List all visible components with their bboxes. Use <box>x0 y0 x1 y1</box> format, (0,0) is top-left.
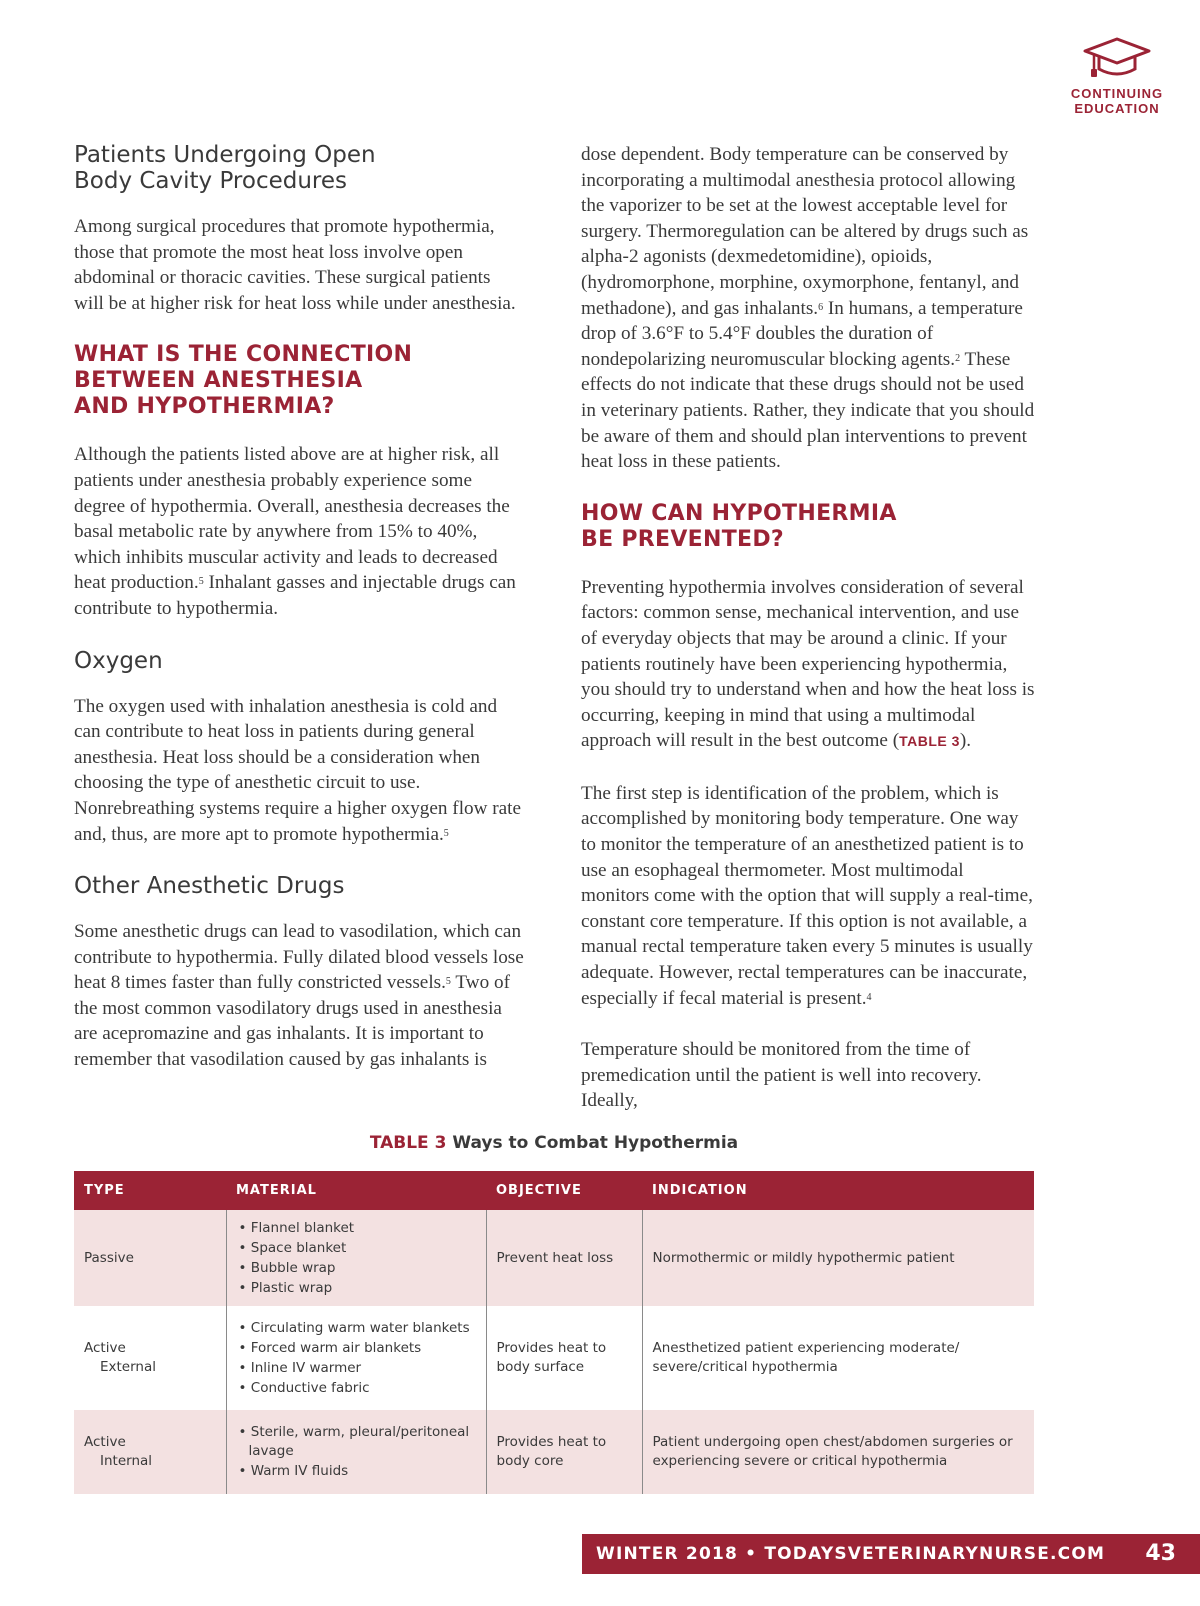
footer-issue-url: WINTER 2018 • TODAYSVETERINARYNURSE.COM <box>596 1544 1106 1564</box>
heading-connection-line-3: AND HYPOTHERMIA? <box>74 394 335 420</box>
table-row <box>74 1210 1034 1306</box>
type-label: Active <box>84 1340 126 1356</box>
paragraph-connection-text: Although the patients listed above are at higher risk, all patients under anesthesia probably experience some degree of hypothermia. Overall, anesthesia decreases the basal metabolic rate by anywhere from 15% to 40%, which inhibits muscular activity and leads to decreased heat production. <box>74 444 510 594</box>
paragraph-other-drugs <box>74 919 524 1073</box>
material-item: • Conductive fabric <box>237 1379 476 1398</box>
right-column <box>581 142 1036 1140</box>
reference-marker: 5 <box>445 976 451 988</box>
indication-cell: Patient undergoing open chest/abdomen surgeries or experiencing severe or critical hypothermia <box>642 1410 1034 1494</box>
header-objective: OBJECTIVE <box>486 1171 642 1210</box>
material-item: • Bubble wrap <box>237 1259 476 1278</box>
heading-prevention <box>581 501 1036 553</box>
material-item: • Space blanket <box>237 1239 476 1258</box>
type-sublabel: External <box>100 1359 157 1375</box>
subhead-open-body-line-2: Body Cavity Procedures <box>74 168 348 194</box>
paragraph-connection <box>74 442 524 621</box>
material-item: • Flannel blanket <box>237 1219 476 1238</box>
type-label: Passive <box>84 1249 134 1266</box>
paragraph-prevention <box>581 575 1036 755</box>
paragraph-other-drugs-text-b: Two of the most common vasodilatory drugs used in anesthesia are acepromazine and gas inhalants. It is important to remember that vasodilation caused by gas inhalants is <box>74 972 510 1071</box>
paragraph-first-step-text: The first step is identification of the problem, which is accomplished by monitoring body temperature. One way to monitor the temperature of an anesthetized patient is to use an esophageal thermometer. Most multimodal monitors come with the option that will supply a real-time, constant core temperature. If this option is not available, a manual rectal temperature taken every 5 minutes is usually adequate. However, rectal temperatures can be inaccurate, especially if fecal material is present. <box>581 782 1033 1009</box>
paragraph-other-drugs-text-a: Some anesthetic drugs can lead to vasodilation, which can contribute to hypothermia. Fully dilated blood vessels lose heat 8 times faster than fully constricted vessels. <box>74 921 524 994</box>
table-title <box>74 1133 1034 1153</box>
objective-cell: Provides heat to body surface <box>486 1306 642 1410</box>
material-list <box>237 1423 476 1481</box>
reference-marker: 2 <box>955 352 961 364</box>
reference-marker: 6 <box>818 301 824 313</box>
subhead-oxygen: Oxygen <box>74 647 163 674</box>
paragraph-prevention-text-a: Preventing hypothermia involves consideration of several factors: common sense, mechanical intervention, and use of everyday objects that may be around a clinic. If your patients routinely have been experiencing hypothermia, you should try to understand when and how the heat loss is occurring, keeping in mind that using a multimodal approach will result in the best outcome ( <box>581 576 1035 752</box>
reference-marker: 5 <box>198 576 204 588</box>
header-indication: INDICATION <box>642 1171 1034 1210</box>
type-cell <box>74 1306 226 1410</box>
type-label: Active <box>84 1434 126 1450</box>
paragraph-oxygen-text: The oxygen used with inhalation anesthesia is cold and can contribute to heat loss in patients during general anesthesia. Heat loss should be a consideration when choosing the type of anesthetic circuit to use. Nonrebreathing systems require a higher oxygen flow rate and, thus, are more apt to promote hypothermia. <box>74 695 522 845</box>
paragraph-dose-dependent <box>581 142 1036 475</box>
reference-marker: 4 <box>866 991 872 1003</box>
paragraph-prevention-text-b: ). <box>959 730 972 752</box>
heading-prevention-line-1: HOW CAN HYPOTHERMIA <box>581 500 897 526</box>
header-type: TYPE <box>74 1171 226 1210</box>
page-footer <box>582 1534 1200 1574</box>
continuing-education-badge <box>1062 36 1172 116</box>
table-header-row <box>74 1171 1034 1210</box>
subhead-open-body-line-1: Patients Undergoing Open <box>74 142 376 168</box>
table-row <box>74 1410 1034 1494</box>
left-column <box>74 142 524 1099</box>
paragraph-dose-text-c: These effects do not indicate that these drugs should not be used in veterinary patients. Rather, they indicate that you should be aware of them and should plan interventions to prevent heat loss in these patients. <box>581 348 1035 473</box>
material-item: • Forced warm air blankets <box>237 1339 476 1358</box>
page-number: 43 <box>1145 1541 1176 1566</box>
subhead-other-drugs: Other Anesthetic Drugs <box>74 873 345 900</box>
material-list <box>237 1319 476 1398</box>
table-3-reference-link[interactable]: TABLE 3 <box>899 733 960 750</box>
heading-connection-line-2: BETWEEN ANESTHESIA <box>74 368 363 394</box>
hypothermia-table <box>74 1171 1034 1494</box>
indication-cell: Anesthetized patient experiencing moderate/ severe/critical hypothermia <box>642 1306 1034 1410</box>
header-material: MATERIAL <box>226 1171 486 1210</box>
material-list <box>237 1219 476 1298</box>
objective-cell: Prevent heat loss <box>486 1210 642 1306</box>
paragraph-dose-text-a: dose dependent. Body temperature can be conserved by incorporating a multimodal anesthesia protocol allowing the vaporizer to be set at the lowest acceptable level for surgery. Thermoregulation can be altered by drugs such as alpha-2 agonists (dexmedetomidine), opioids, (hydromorphone, morphine, oxymorphone, fentanyl, and methadone), and gas inhalants. <box>581 144 1029 319</box>
type-sublabel: Internal <box>100 1453 153 1469</box>
table-row <box>74 1306 1034 1410</box>
material-item: • Plastic wrap <box>237 1279 476 1298</box>
subhead-open-body <box>74 142 524 194</box>
material-cell <box>226 1410 486 1494</box>
material-item: • Circulating warm water blankets <box>237 1319 476 1338</box>
heading-connection <box>74 342 524 420</box>
objective-cell: Provides heat to body core <box>486 1410 642 1494</box>
material-cell <box>226 1210 486 1306</box>
graduation-cap-icon <box>1082 36 1152 80</box>
paragraph-dose-text-b: In humans, a temperature drop of 3.6°F to 5.4°F doubles the duration of nondepolarizing neuromuscular blocking agents. <box>581 297 1023 370</box>
badge-line-1: CONTINUING <box>1070 86 1164 101</box>
indication-cell: Normothermic or mildly hypothermic patient <box>642 1210 1034 1306</box>
paragraph-temperature: Temperature should be monitored from the time of premedication until the patient is well into recovery. Ideally, <box>581 1039 982 1112</box>
type-cell <box>74 1410 226 1494</box>
table-title-text: Ways to Combat Hypothermia <box>446 1133 739 1153</box>
paragraph-first-step <box>581 781 1036 1011</box>
badge-line-2: EDUCATION <box>1074 101 1160 116</box>
heading-connection-line-1: WHAT IS THE CONNECTION <box>74 342 413 368</box>
material-item: • Inline IV warmer <box>237 1359 476 1378</box>
paragraph-open-body: Among surgical procedures that promote hypothermia, those that promote the most heat loss involve open abdominal or thoracic cavities. These surgical patients will be at higher risk for heat loss while under anesthesia. <box>74 216 516 314</box>
table-title-number: TABLE 3 <box>369 1133 447 1153</box>
paragraph-connection-tail: Inhalant gasses and injectable drugs can contribute to hypothermia. <box>74 572 516 619</box>
type-cell <box>74 1210 226 1306</box>
material-item: • Sterile, warm, pleural/peritoneal lavage <box>237 1423 476 1461</box>
reference-marker: 5 <box>443 827 449 839</box>
heading-prevention-line-2: BE PREVENTED? <box>581 526 784 552</box>
material-item: • Warm IV fluids <box>237 1462 476 1481</box>
paragraph-oxygen <box>74 694 524 848</box>
material-cell <box>226 1306 486 1410</box>
